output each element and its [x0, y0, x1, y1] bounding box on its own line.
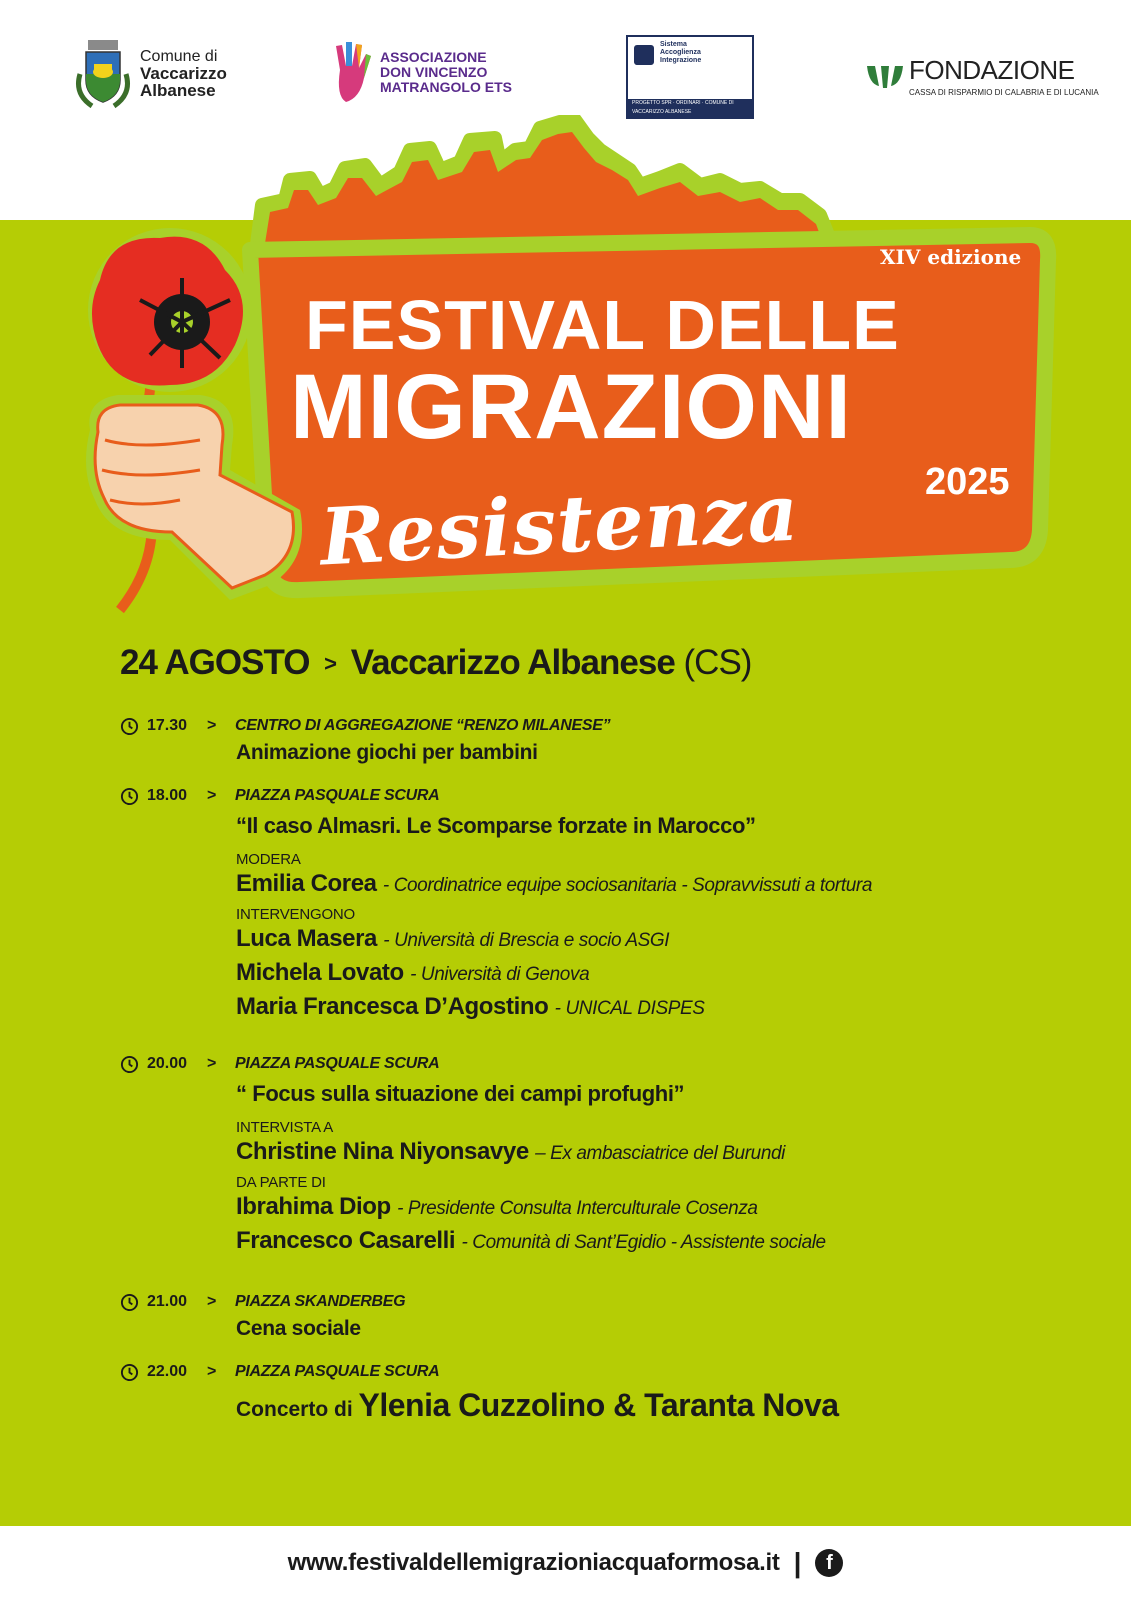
- program-slot: [120, 785, 1060, 1053]
- slot-title: Cena sociale: [236, 1317, 361, 1340]
- slot-place: CENTRO DI AGGREGAZIONE “RENZO MILANESE”: [235, 717, 611, 734]
- slot-place: PIAZZA PASQUALE SCURA: [235, 787, 440, 804]
- slot-place: PIAZZA PASQUALE SCURA: [235, 1055, 440, 1072]
- fondazione-title: FONDAZIONE: [909, 55, 1075, 85]
- edizione-label: XIV edizione: [880, 245, 1022, 269]
- slot-place: PIAZZA PASQUALE SCURA: [235, 1363, 440, 1380]
- slot-arrow: >: [207, 1055, 217, 1072]
- fondazione-mark-icon: [865, 62, 905, 90]
- speaker-desc: – Ex ambasciatrice del Burundi: [535, 1143, 785, 1164]
- slot-role: INTERVENGONO: [236, 906, 356, 923]
- speaker-desc: - Università di Genova: [410, 964, 590, 985]
- slot-role: MODERA: [236, 851, 301, 868]
- clock-icon: [120, 1293, 139, 1312]
- speaker: [236, 1225, 1060, 1259]
- date-arrow: >: [324, 651, 337, 676]
- website-link[interactable]: www.festivaldellemigrazioniacquaformosa.it: [287, 1549, 780, 1576]
- festival-year: 2025: [925, 461, 1010, 503]
- comune-name: Comune di Vaccarizzo Albanese: [140, 47, 227, 100]
- festival-title-line2: MIGRAZIONI: [290, 356, 852, 458]
- program-slot: [120, 1053, 1060, 1291]
- speaker-desc: - UNICAL DISPES: [554, 998, 705, 1019]
- speaker-name: Michela Lovato: [236, 959, 404, 986]
- date-province: (CS): [683, 643, 752, 682]
- slot-arrow: >: [207, 1293, 217, 1310]
- poppy-icon: [88, 228, 252, 392]
- date-place: Vaccarizzo Albanese: [350, 643, 675, 682]
- date-month: AGOSTO: [164, 643, 310, 682]
- comune-crest-icon: [72, 34, 134, 112]
- slot-arrow: >: [207, 717, 217, 734]
- speaker-name: Luca Masera: [236, 925, 378, 952]
- sai-footer-bar: PROGETTO SPR · ORDINARI · COMUNE DI VACCARIZZO ALBANESE: [628, 99, 752, 117]
- slot-time: 18.00: [147, 787, 188, 804]
- speaker-name: Ibrahima Diop: [236, 1193, 391, 1220]
- footer-separator: |: [793, 1547, 802, 1578]
- speaker-desc: - Comunità di Sant’Egidio - Assistente sociale: [461, 1232, 826, 1253]
- speaker: [236, 923, 1060, 957]
- clock-icon: [120, 1363, 139, 1382]
- clock-icon: [120, 717, 139, 736]
- festival-subtitle: Resistenza: [317, 467, 802, 584]
- slot-time: 21.00: [147, 1293, 188, 1310]
- program-list: [120, 715, 1060, 1431]
- associazione-name: ASSOCIAZIONE DON VINCENZO MATRANGOLO ETS: [380, 48, 512, 95]
- speaker: [236, 957, 1060, 991]
- concert-prefix: Concerto di: [236, 1398, 353, 1421]
- slot-arrow: >: [207, 787, 217, 804]
- speaker: [236, 991, 1060, 1025]
- concert-artist: Ylenia Cuzzolino & Taranta Nova: [358, 1387, 839, 1423]
- hand-logo-icon: [330, 40, 376, 104]
- slot-role: INTERVISTA A: [236, 1119, 334, 1136]
- sai-logo: [626, 35, 754, 119]
- date-day: 24: [120, 643, 157, 682]
- program-slot: [120, 1291, 1060, 1361]
- fondazione-subtitle: CASSA DI RISPARMIO DI CALABRIA E DI LUCANIA: [909, 88, 1099, 97]
- clock-icon: [120, 787, 139, 806]
- slot-place: PIAZZA SKANDERBEG: [235, 1293, 406, 1310]
- slot-time: 22.00: [147, 1363, 188, 1380]
- speaker-name: Francesco Casarelli: [236, 1227, 456, 1254]
- speaker-name: Maria Francesca D’Agostino: [236, 993, 549, 1020]
- slot-role: DA PARTE DI: [236, 1174, 326, 1191]
- speaker-desc: - Coordinatrice equipe sociosanitaria - Sopravvissuti a tortura: [382, 875, 872, 896]
- speaker-desc: - Presidente Consulta Interculturale Cosenza: [397, 1198, 758, 1219]
- speaker: [236, 868, 1060, 902]
- slot-time: 20.00: [147, 1055, 188, 1072]
- sai-square-icon: [634, 45, 654, 65]
- speaker-desc: - Università di Brescia e socio ASGI: [383, 930, 670, 951]
- speaker: [236, 1191, 1060, 1225]
- sai-name: Sistema Accoglienza Integrazione: [660, 41, 702, 64]
- event-dateline: [120, 643, 751, 683]
- associazione-logo: [330, 40, 512, 104]
- speaker-name: Emilia Corea: [236, 870, 377, 897]
- facebook-icon[interactable]: f: [815, 1549, 843, 1577]
- footer: [0, 1526, 1131, 1600]
- slot-title: “ Focus sulla situazione dei campi profughi”: [236, 1081, 685, 1106]
- comune-logo: [72, 34, 227, 112]
- program-slot: [120, 715, 1060, 785]
- fondazione-logo: [865, 55, 1099, 97]
- slot-title: “Il caso Almasri. Le Scomparse forzate in Marocco”: [236, 813, 756, 838]
- festival-title-line1: FESTIVAL DELLE: [305, 286, 900, 364]
- concert-line: [236, 1387, 1060, 1424]
- slot-arrow: >: [207, 1363, 217, 1380]
- speaker: [236, 1136, 1060, 1170]
- program-slot: [120, 1361, 1060, 1431]
- slot-title: Animazione giochi per bambini: [236, 741, 538, 764]
- clock-icon: [120, 1055, 139, 1074]
- speaker-name: Christine Nina Niyonsavye: [236, 1138, 529, 1165]
- slot-time: 17.30: [147, 717, 188, 734]
